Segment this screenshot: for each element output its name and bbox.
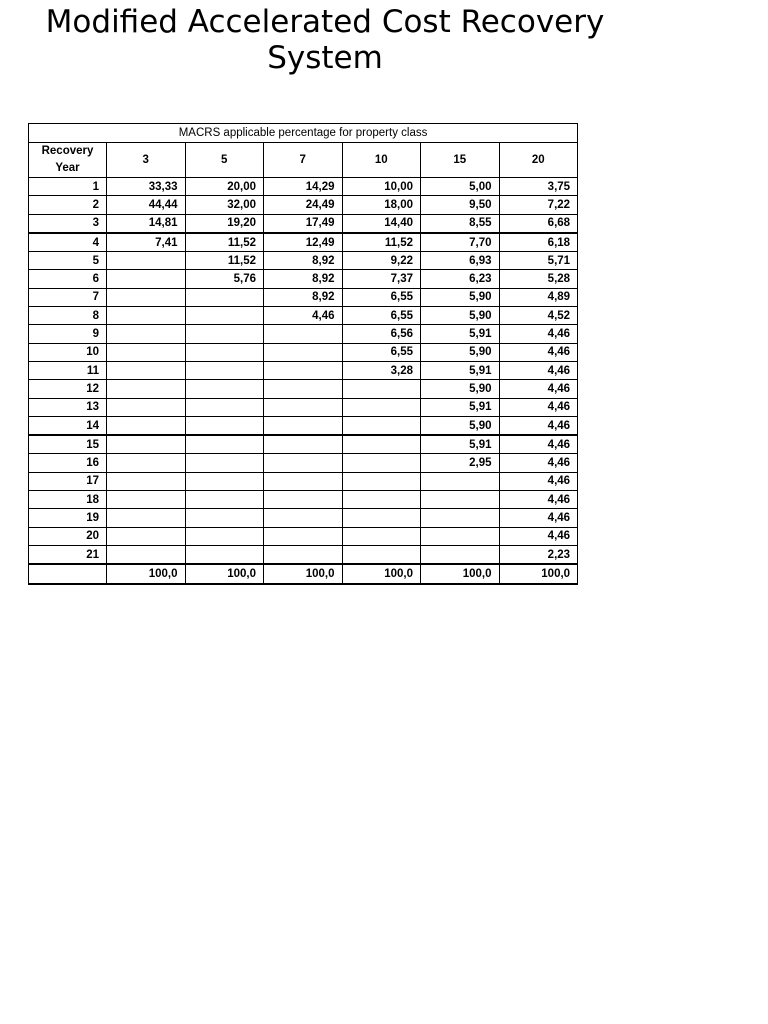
- percentage-cell: [264, 361, 343, 379]
- percentage-cell: [342, 416, 421, 435]
- table-body: [29, 178, 578, 565]
- total-cell: 100,0: [185, 564, 264, 583]
- percentage-cell: 2,95: [421, 454, 500, 472]
- recovery-year-cell: 5: [29, 252, 107, 270]
- percentage-cell: 4,46: [499, 325, 578, 343]
- percentage-cell: 5,91: [421, 398, 500, 416]
- percentage-cell: [421, 545, 500, 564]
- percentage-cell: 7,41: [107, 233, 186, 252]
- recovery-year-cell: 7: [29, 288, 107, 306]
- percentage-cell: [185, 288, 264, 306]
- table-row: [29, 325, 578, 343]
- percentage-cell: [264, 545, 343, 564]
- recovery-year-cell: 19: [29, 509, 107, 527]
- total-cell: 100,0: [342, 564, 421, 583]
- percentage-cell: [107, 361, 186, 379]
- percentage-cell: 11,52: [185, 252, 264, 270]
- table-row: [29, 545, 578, 564]
- table-row: [29, 527, 578, 545]
- percentage-cell: 33,33: [107, 178, 186, 196]
- percentage-cell: 6,56: [342, 325, 421, 343]
- macrs-table: [28, 123, 578, 585]
- percentage-cell: [107, 343, 186, 361]
- percentage-cell: [185, 472, 264, 490]
- percentage-cell: [185, 527, 264, 545]
- percentage-cell: 8,92: [264, 288, 343, 306]
- recovery-year-header: Recovery Year: [29, 143, 107, 178]
- percentage-cell: [185, 435, 264, 454]
- recovery-year-cell: 18: [29, 491, 107, 509]
- percentage-cell: [342, 491, 421, 509]
- percentage-cell: 6,18: [499, 233, 578, 252]
- percentage-cell: [264, 527, 343, 545]
- caption-row: [29, 124, 578, 143]
- recovery-year-cell: 2: [29, 196, 107, 214]
- class-header-20: 20: [499, 143, 578, 178]
- percentage-cell: 5,71: [499, 252, 578, 270]
- recovery-year-cell: 4: [29, 233, 107, 252]
- percentage-cell: [107, 307, 186, 325]
- percentage-cell: [342, 509, 421, 527]
- percentage-cell: 4,46: [264, 307, 343, 325]
- percentage-cell: 6,93: [421, 252, 500, 270]
- percentage-cell: 7,70: [421, 233, 500, 252]
- total-cell: 100,0: [499, 564, 578, 583]
- percentage-cell: 4,46: [499, 380, 578, 398]
- table-row: [29, 435, 578, 454]
- table-row: [29, 214, 578, 233]
- percentage-cell: 4,46: [499, 527, 578, 545]
- percentage-cell: 3,75: [499, 178, 578, 196]
- percentage-cell: [342, 380, 421, 398]
- percentage-cell: [264, 343, 343, 361]
- percentage-cell: 6,68: [499, 214, 578, 233]
- percentage-cell: [185, 380, 264, 398]
- percentage-cell: [107, 527, 186, 545]
- recovery-year-cell: 12: [29, 380, 107, 398]
- recovery-year-cell: 8: [29, 307, 107, 325]
- percentage-cell: 5,76: [185, 270, 264, 288]
- percentage-cell: 5,91: [421, 361, 500, 379]
- recovery-year-cell: 11: [29, 361, 107, 379]
- table-row: [29, 307, 578, 325]
- recovery-year-cell: 9: [29, 325, 107, 343]
- percentage-cell: [342, 472, 421, 490]
- recovery-year-cell: 16: [29, 454, 107, 472]
- table-row: [29, 178, 578, 196]
- percentage-cell: [342, 527, 421, 545]
- percentage-cell: 4,46: [499, 509, 578, 527]
- recovery-year-cell: 13: [29, 398, 107, 416]
- percentage-cell: 14,29: [264, 178, 343, 196]
- table-row: [29, 288, 578, 306]
- percentage-cell: 7,37: [342, 270, 421, 288]
- percentage-cell: [264, 454, 343, 472]
- percentage-cell: 5,90: [421, 288, 500, 306]
- percentage-cell: 9,22: [342, 252, 421, 270]
- percentage-cell: [421, 491, 500, 509]
- percentage-cell: 8,55: [421, 214, 500, 233]
- percentage-cell: 6,55: [342, 343, 421, 361]
- title-area: [0, 0, 650, 76]
- percentage-cell: [264, 435, 343, 454]
- table-row: [29, 472, 578, 490]
- percentage-cell: [107, 435, 186, 454]
- percentage-cell: 4,46: [499, 491, 578, 509]
- percentage-cell: 5,90: [421, 380, 500, 398]
- table-caption: MACRS applicable percentage for property class: [29, 124, 578, 143]
- table-row: [29, 454, 578, 472]
- percentage-cell: 5,28: [499, 270, 578, 288]
- recovery-year-cell: 15: [29, 435, 107, 454]
- class-header-3: 3: [107, 143, 186, 178]
- percentage-cell: [185, 454, 264, 472]
- percentage-cell: 4,52: [499, 307, 578, 325]
- percentage-cell: 6,55: [342, 307, 421, 325]
- percentage-cell: [264, 398, 343, 416]
- percentage-cell: [107, 288, 186, 306]
- percentage-cell: 20,00: [185, 178, 264, 196]
- percentage-cell: 5,90: [421, 416, 500, 435]
- percentage-cell: [264, 416, 343, 435]
- percentage-cell: [107, 270, 186, 288]
- percentage-cell: [264, 509, 343, 527]
- percentage-cell: 8,92: [264, 252, 343, 270]
- percentage-cell: [185, 307, 264, 325]
- percentage-cell: 5,00: [421, 178, 500, 196]
- percentage-cell: [421, 527, 500, 545]
- percentage-cell: 4,46: [499, 472, 578, 490]
- percentage-cell: 11,52: [185, 233, 264, 252]
- recovery-year-cell: 21: [29, 545, 107, 564]
- percentage-cell: [107, 472, 186, 490]
- percentage-cell: [185, 398, 264, 416]
- class-header-15: 15: [421, 143, 500, 178]
- percentage-cell: 5,91: [421, 435, 500, 454]
- header-row: [29, 143, 578, 178]
- class-header-7: 7: [264, 143, 343, 178]
- class-header-5: 5: [185, 143, 264, 178]
- percentage-cell: 32,00: [185, 196, 264, 214]
- table-row: [29, 398, 578, 416]
- percentage-cell: [107, 491, 186, 509]
- percentage-cell: [342, 454, 421, 472]
- percentage-cell: 4,46: [499, 416, 578, 435]
- table-row: [29, 196, 578, 214]
- page-title: Modified Accelerated Cost Recovery System: [45, 4, 605, 76]
- percentage-cell: [107, 398, 186, 416]
- recovery-year-cell: 6: [29, 270, 107, 288]
- table-row: [29, 233, 578, 252]
- percentage-cell: [107, 380, 186, 398]
- percentage-cell: 6,23: [421, 270, 500, 288]
- percentage-cell: 4,46: [499, 454, 578, 472]
- percentage-cell: [264, 491, 343, 509]
- percentage-cell: [107, 545, 186, 564]
- percentage-cell: [342, 435, 421, 454]
- percentage-cell: 5,90: [421, 343, 500, 361]
- percentage-cell: 14,40: [342, 214, 421, 233]
- percentage-cell: [107, 509, 186, 527]
- totals-row: [29, 564, 578, 583]
- percentage-cell: 8,92: [264, 270, 343, 288]
- percentage-cell: 24,49: [264, 196, 343, 214]
- percentage-cell: [107, 454, 186, 472]
- percentage-cell: 10,00: [342, 178, 421, 196]
- percentage-cell: [185, 416, 264, 435]
- recovery-year-cell: 20: [29, 527, 107, 545]
- percentage-cell: 4,46: [499, 398, 578, 416]
- percentage-cell: 3,28: [342, 361, 421, 379]
- recovery-year-cell: 10: [29, 343, 107, 361]
- percentage-cell: 4,46: [499, 435, 578, 454]
- total-cell: 100,0: [107, 564, 186, 583]
- percentage-cell: 4,46: [499, 361, 578, 379]
- percentage-cell: 17,49: [264, 214, 343, 233]
- table-row: [29, 380, 578, 398]
- percentage-cell: [185, 343, 264, 361]
- percentage-cell: [185, 361, 264, 379]
- percentage-cell: 9,50: [421, 196, 500, 214]
- percentage-cell: 18,00: [342, 196, 421, 214]
- total-cell: 100,0: [421, 564, 500, 583]
- table-row: [29, 361, 578, 379]
- table-row: [29, 509, 578, 527]
- table-row: [29, 252, 578, 270]
- percentage-cell: 7,22: [499, 196, 578, 214]
- percentage-cell: [107, 416, 186, 435]
- percentage-cell: 44,44: [107, 196, 186, 214]
- table-row: [29, 416, 578, 435]
- percentage-cell: 14,81: [107, 214, 186, 233]
- percentage-cell: [185, 325, 264, 343]
- recovery-year-cell: 17: [29, 472, 107, 490]
- recovery-year-cell: 14: [29, 416, 107, 435]
- table-row: [29, 270, 578, 288]
- percentage-cell: 11,52: [342, 233, 421, 252]
- percentage-cell: 4,89: [499, 288, 578, 306]
- percentage-cell: 6,55: [342, 288, 421, 306]
- recovery-year-cell: 3: [29, 214, 107, 233]
- total-cell: 100,0: [264, 564, 343, 583]
- recovery-year-cell: 1: [29, 178, 107, 196]
- totals-label-cell: [29, 564, 107, 583]
- percentage-cell: 4,46: [499, 343, 578, 361]
- percentage-cell: [421, 509, 500, 527]
- percentage-cell: 2,23: [499, 545, 578, 564]
- table-row: [29, 491, 578, 509]
- percentage-cell: 5,90: [421, 307, 500, 325]
- percentage-cell: 12,49: [264, 233, 343, 252]
- class-header-10: 10: [342, 143, 421, 178]
- percentage-cell: [185, 491, 264, 509]
- percentage-cell: [264, 380, 343, 398]
- percentage-cell: [342, 545, 421, 564]
- percentage-cell: [342, 398, 421, 416]
- percentage-cell: [185, 545, 264, 564]
- percentage-cell: [185, 509, 264, 527]
- percentage-cell: [107, 325, 186, 343]
- percentage-cell: [421, 472, 500, 490]
- percentage-cell: 19,20: [185, 214, 264, 233]
- percentage-cell: [264, 325, 343, 343]
- percentage-cell: [107, 252, 186, 270]
- percentage-cell: 5,91: [421, 325, 500, 343]
- percentage-cell: [264, 472, 343, 490]
- table-row: [29, 343, 578, 361]
